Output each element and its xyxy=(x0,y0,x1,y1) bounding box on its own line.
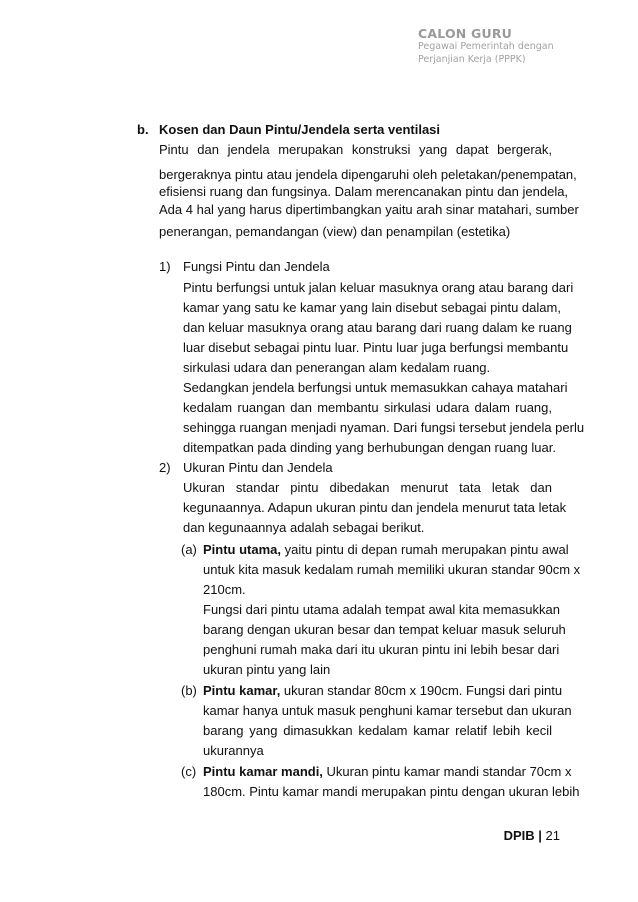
item-line: kamar yang satu ke kamar yang lain disebut sebagai pintu dalam, xyxy=(183,300,561,315)
item-line: luar disebut sebagai pintu luar. Pintu luar juga berfungsi membantu xyxy=(183,340,569,355)
subitem-line: 210cm. xyxy=(203,582,246,597)
subitem-line: ukurannya xyxy=(203,743,264,758)
item-line: kedalam ruangan dan membantu sirkulasi udara dalam ruang, xyxy=(183,400,552,415)
item-number: 1) xyxy=(159,259,171,274)
intro-line: Ada 4 hal yang harus dipertimbangkan yaitu arah sinar matahari, sumber xyxy=(159,202,579,217)
page-number: 21 xyxy=(545,828,560,843)
header-subtitle-line1: Pegawai Pemerintah dengan xyxy=(418,41,554,52)
section-letter: b. xyxy=(137,122,149,137)
header-title: CALON GURU xyxy=(418,26,512,41)
subitem-line: Fungsi dari pintu utama adalah tempat awal kita memasukkan xyxy=(203,602,560,617)
subitem-bold-term: Pintu utama, xyxy=(203,542,282,557)
item-title: Ukuran Pintu dan Jendela xyxy=(183,460,333,475)
item-line: sirkulasi udara dan penerangan alam kedalam ruang. xyxy=(183,360,491,375)
item-line: ditempatkan pada dinding yang berhubungan dengan ruang luar. xyxy=(183,440,556,455)
item-line: Sedangkan jendela berfungsi untuk memasukkan cahaya matahari xyxy=(183,380,568,395)
intro-line: efisiensi ruang dan fungsinya. Dalam merencanakan pintu dan jendela, xyxy=(159,184,569,199)
subitem-line: barang dengan ukuran besar dan tempat keluar masuk seluruh xyxy=(203,622,566,637)
item-title: Fungsi Pintu dan Jendela xyxy=(183,259,330,274)
header-subtitle-line2: Perjanjian Kerja (PPPK) xyxy=(418,53,526,65)
item-number: 2) xyxy=(159,460,171,475)
subitem-label: (c) xyxy=(181,764,197,779)
subitem-label: (a) xyxy=(181,542,197,557)
subitem-first-rest: yaitu pintu di depan rumah merupakan pintu awal xyxy=(281,542,569,557)
section-heading xyxy=(137,120,440,140)
subitem-first-line xyxy=(203,762,572,782)
footer-label: DPIB | xyxy=(503,828,542,843)
item-line: dan keluar masuknya orang atau barang dari ruang dalam ke ruang xyxy=(183,320,572,335)
subitem-line: penghuni rumah maka dari itu ukuran pintu ini lebih besar dari xyxy=(203,642,560,657)
item-line: Pintu berfungsi untuk jalan keluar masuknya orang atau barang dari xyxy=(183,280,574,295)
header-branding xyxy=(418,26,618,66)
subitem-line: barang yang dimasukkan kedalam kamar relatif lebih kecil xyxy=(203,723,552,738)
item-line: dan kegunaannya adalah sebagai berikut. xyxy=(183,520,425,535)
subitem-bold-term: Pintu kamar mandi, xyxy=(203,764,323,779)
subitem-bold-term: Pintu kamar, xyxy=(203,683,281,698)
subitem-first-line xyxy=(203,681,563,701)
subitem-line: ukuran pintu yang lain xyxy=(203,662,331,677)
page-footer xyxy=(504,826,560,846)
subitem-first-rest: ukuran standar 80cm x 190cm. Fungsi dari pintu xyxy=(280,683,563,698)
subitem-line: untuk kita masuk kedalam rumah memiliki ukuran standar 90cm x xyxy=(203,562,581,577)
item-line: kegunaannya. Adapun ukuran pintu dan jendela menurut tata letak xyxy=(183,500,567,515)
item-line: sehingga ruangan menjadi nyaman. Dari fungsi tersebut jendela perlu xyxy=(183,420,585,435)
section-title: Kosen dan Daun Pintu/Jendela serta ventilasi xyxy=(159,122,441,137)
intro-line: Pintu dan jendela merupakan konstruksi yang dapat bergerak, xyxy=(159,142,552,157)
subitem-label: (b) xyxy=(181,683,197,698)
subitem-first-line xyxy=(203,540,569,560)
item-line: Ukuran standar pintu dibedakan menurut tata letak dan xyxy=(183,480,552,495)
intro-line: bergeraknya pintu atau jendela dipengaruhi oleh peletakan/penempatan, xyxy=(159,167,577,182)
intro-line: penerangan, pemandangan (view) dan penampilan (estetika) xyxy=(159,224,511,239)
subitem-first-rest: Ukuran pintu kamar mandi standar 70cm x xyxy=(322,764,572,779)
subitem-line: 180cm. Pintu kamar mandi merupakan pintu dengan ukuran lebih xyxy=(203,784,580,799)
subitem-line: kamar hanya untuk masuk penghuni kamar tersebut dan ukuran xyxy=(203,703,572,718)
